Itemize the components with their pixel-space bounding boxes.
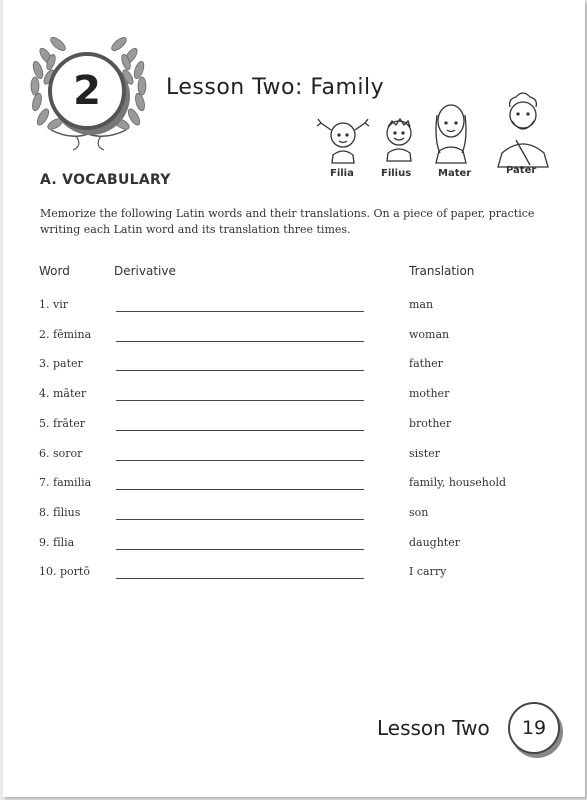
english-translation: I carry <box>409 565 447 579</box>
vocabulary-row <box>3 417 585 437</box>
derivative-answer-line[interactable] <box>116 430 364 431</box>
boy-drawing-icon <box>387 119 411 161</box>
vocabulary-row <box>3 506 585 526</box>
english-translation: father <box>409 357 443 371</box>
vocabulary-row <box>3 328 585 348</box>
girl-drawing-icon <box>317 119 369 163</box>
derivative-answer-line[interactable] <box>116 519 364 520</box>
instructions-text: Memorize the following Latin words and their translations. On a piece of paper, practice writing each Latin word and its translation three times. <box>40 207 535 236</box>
latin-word: 2. fēmina <box>39 327 92 341</box>
lesson-number-badge: 2 <box>48 52 126 130</box>
latin-word: 9. fīlia <box>39 535 75 549</box>
latin-word: 5. frāter <box>39 416 86 430</box>
derivative-answer-line[interactable] <box>116 400 364 401</box>
vocabulary-row <box>3 447 585 467</box>
footer-lesson-title: Lesson Two <box>377 716 490 740</box>
latin-word: 7. familia <box>39 476 92 490</box>
vocabulary-row <box>3 476 585 496</box>
derivative-answer-line[interactable] <box>116 460 364 461</box>
latin-word: 6. soror <box>39 446 83 460</box>
vocabulary-row <box>3 565 585 585</box>
vocabulary-row <box>3 387 585 407</box>
english-translation: family, household <box>409 476 507 490</box>
lesson-title: Lesson Two: Family <box>166 75 385 100</box>
derivative-answer-line[interactable] <box>116 578 364 579</box>
column-header-translation: Translation <box>409 264 475 278</box>
mother-drawing-icon <box>436 105 466 163</box>
father-drawing-icon <box>498 93 548 167</box>
english-translation: brother <box>409 416 452 430</box>
figure-label-mater: Mater <box>438 168 472 179</box>
latin-word: 8. fīlius <box>39 505 81 519</box>
vocabulary-row <box>3 357 585 377</box>
figure-label-filius: Filius <box>381 168 412 179</box>
english-translation: daughter <box>409 535 460 549</box>
derivative-answer-line[interactable] <box>116 341 364 342</box>
latin-word: 1. vir <box>39 298 68 311</box>
latin-word: 10. portō <box>39 565 90 579</box>
vocabulary-row <box>3 298 585 318</box>
english-translation: woman <box>409 327 450 341</box>
derivative-answer-line[interactable] <box>116 370 364 371</box>
figure-label-pater: Pater <box>506 165 537 176</box>
figure-label-filia: Filia <box>330 168 354 179</box>
page-number-badge: 19 <box>508 702 560 754</box>
derivative-answer-line[interactable] <box>116 311 364 312</box>
vocabulary-row <box>3 536 585 556</box>
english-translation: son <box>409 505 429 519</box>
derivative-answer-line[interactable] <box>116 549 364 550</box>
english-translation: mother <box>409 387 450 401</box>
worksheet-page <box>3 0 585 797</box>
column-header-derivative: Derivative <box>114 264 176 278</box>
section-heading: A. VOCABULARY <box>40 172 171 188</box>
derivative-answer-line[interactable] <box>116 489 364 490</box>
english-translation: man <box>409 298 434 311</box>
latin-word: 3. pater <box>39 357 83 371</box>
column-header-word: Word <box>39 264 70 278</box>
english-translation: sister <box>409 446 440 460</box>
latin-word: 4. māter <box>39 387 87 401</box>
